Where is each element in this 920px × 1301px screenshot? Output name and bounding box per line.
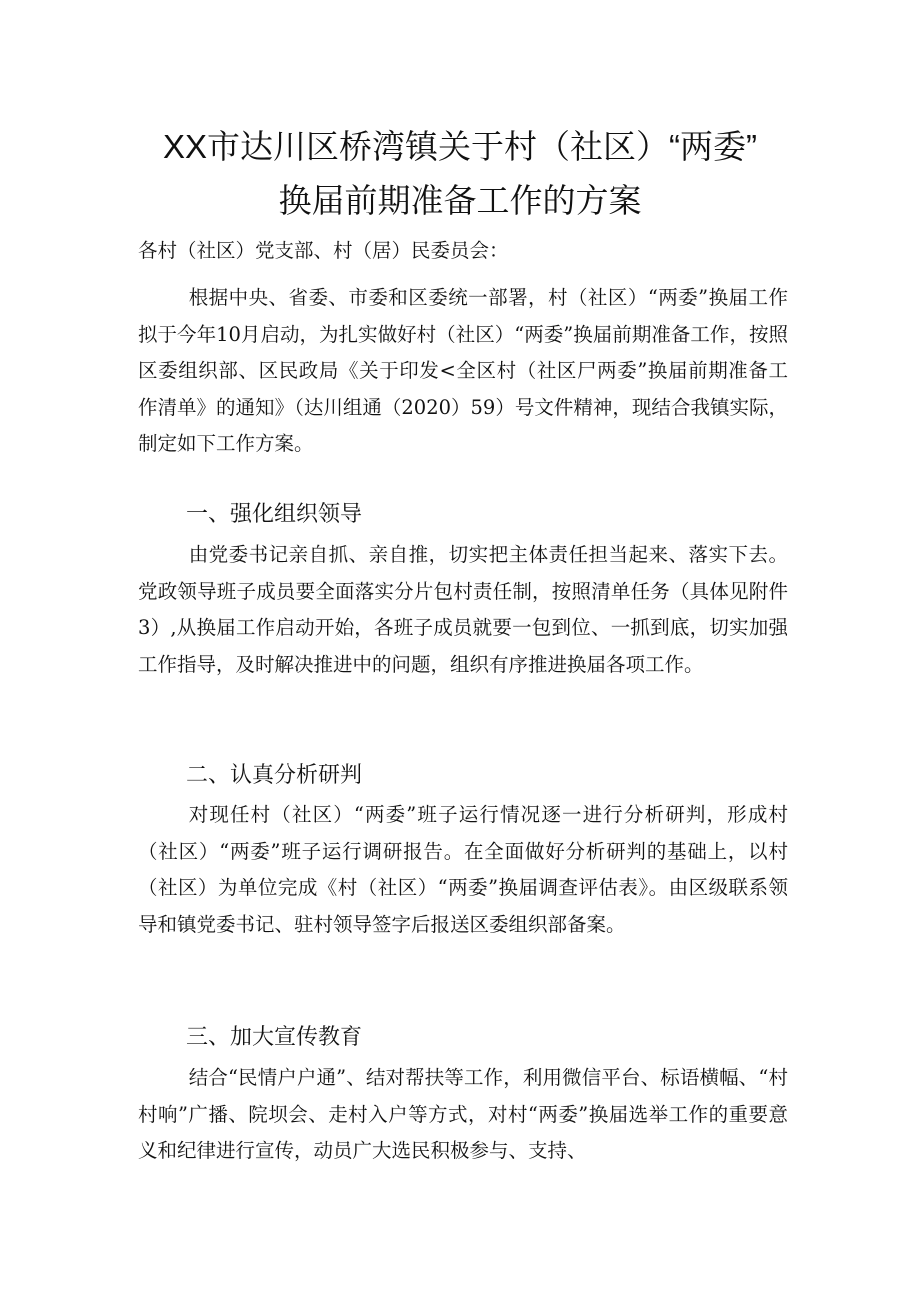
section-body-2: 对现任村（社区）“两委”班子运行情况逐一进行分析研判，形成村（社区）“两委”班子运行调研报告。在全面做好分析研判的基础上，以村（社区）为单位完成《村（社区）“两委”换届调查评估表》。由区级联系领导和镇党委书记、驻村领导签字后报送区委组织部备案。: [138, 803, 788, 936]
document-title-line-2: 换届前期准备工作的方案: [278, 182, 642, 219]
section-heading-1: 一、强化组织领导: [186, 501, 363, 526]
intro-paragraph: 根据中央、省委、市委和区委统一部署，村（社区）“两委”换届工作拟于今年10月启动，为扎实做好村（社区）“两委”换届前期准备工作，按照区委组织部、区民政局《关于印发<全区村（社区尸两委”换届前期准备工作清单》的通知》（达川组通（2020）59）号文件精神，现结合我镇实际，制定如下工作方案。: [138, 286, 788, 455]
section-heading-3: 三、加大宣传教育: [186, 1024, 363, 1049]
document-title-line-1: XX市达川区桥湾镇关于村（社区）“两委”: [163, 128, 757, 165]
document-title: [120, 120, 800, 228]
section-body-3: 结合“民情户户通”、结对帮扶等工作，利用微信平台、标语横幅、“村村响”广播、院坝会、走村入户等方式，对村“两委”换届选举工作的重要意义和纪律进行宣传，动员广大选民积极参与、支持、: [138, 1066, 788, 1162]
section-heading-2: 二、认真分析研判: [186, 762, 363, 787]
section-body-1: 由党委书记亲自抓、亲自推，切实把主体责任担当起来、落实下去。党政领导班子成员要全面落实分片包村责任制，按照清单任务（具体见附件3）,从换届工作启动开始，各班子成员就要一包到位、一抓到底，切实加强工作指导，及时解决推进中的问题，组织有序推进换届各项工作。: [138, 543, 788, 676]
addressee-line: 各村（社区）党支部、村（居）民委员会：: [138, 239, 509, 262]
